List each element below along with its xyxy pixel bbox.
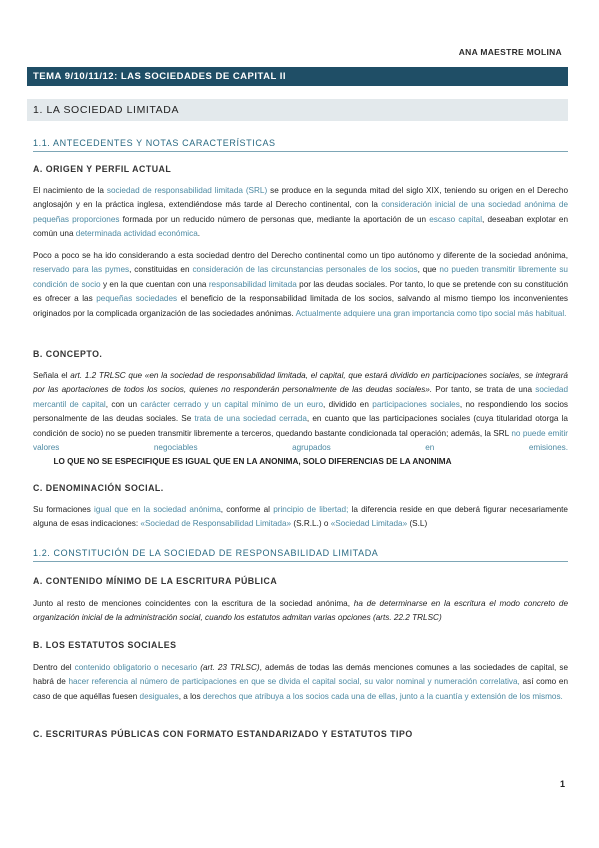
heading-estatutos: B. LOS ESTATUTOS SOCIALES bbox=[33, 640, 177, 650]
heading-concepto: B. CONCEPTO. bbox=[33, 349, 103, 359]
tema-title: TEMA 9/10/11/12: LAS SOCIEDADES DE CAPITAL II bbox=[27, 67, 568, 86]
heading-origen: A. ORIGEN Y PERFIL ACTUAL bbox=[33, 164, 172, 174]
heading-denominacion: C. DENOMINACIÓN SOCIAL. bbox=[33, 483, 164, 493]
paragraph-concepto: Señala el art. 1.2 TRLSC que «en la sociedad de responsabilidad limitada, el capital, que estará dividido en participaciones sociales, se integrará por las aportaciones de todos los socios, quienes no responderán personalmente de las deudas sociales». Por tanto, se trata de una sociedad mercantil de capital, con un carácter cerrado y un capital mínimo de un euro, dividido en participaciones sociales, no respondiendo los socios personalmente de las deudas sociales. Se trata de una sociedad cerrada, en cuanto que las participaciones sociales (cuya titularidad otorga la condición de socio) no se pueden transmitir libremente a terceros, quedando bastante condicionada tal operación; además, la SRL no puede emitir valores negociables agrupados en emisiones. LO QUE NO SE ESPECIFIQUE ES IGUAL QUE EN LA ANONIMA, SOLO DIFERENCIAS DE LA ANONIMA bbox=[33, 371, 568, 467]
subsection-heading-1-1: 1.1. ANTECEDENTES Y NOTAS CARACTERÍSTICAS bbox=[33, 138, 568, 152]
paragraph-denominacion: Su formaciones igual que en la sociedad anónima, conforme al principio de libertad; la diferencia reside en que deberá figurar necesariamente alguna de esas indicaciones: «Sociedad de Responsabilidad Limitada» (S.R.L.) o «Sociedad Limitada» (S.L) bbox=[33, 505, 568, 529]
author-name: ANA MAESTRE MOLINA bbox=[458, 47, 562, 57]
section-title: 1. LA SOCIEDAD LIMITADA bbox=[27, 99, 568, 121]
heading-escrituras-estandarizadas: C. ESCRITURAS PÚBLICAS CON FORMATO ESTANDARIZADO Y ESTATUTOS TIPO bbox=[33, 729, 413, 739]
subsection-heading-1-2: 1.2. CONSTITUCIÓN DE LA SOCIEDAD DE RESPONSABILIDAD LIMITADA bbox=[33, 548, 568, 562]
paragraph-origen-2: Poco a poco se ha ido considerando a esta sociedad dentro del Derecho continental como un tipo autónomo y diferente de la sociedad anónima, reservado para las pymes, constituidas en consideración de las circunstancias personales de los socios, que no pueden transmitir libremente su condición de socio y en la que cuentan con una responsabilidad limitada por las deudas sociales. Por tanto, lo que se pretende con su constitución es ofrecer a las pequeñas sociedades el beneficio de la responsabilidad limitada de los socios, salvando al mismo tiempo los inconvenientes originados por la complicada organización de las sociedades anónimas. Actualmente adquiere una gran importancia como tipo social más habitual. bbox=[33, 251, 569, 318]
heading-escritura: A. CONTENIDO MÍNIMO DE LA ESCRITURA PÚBLICA bbox=[33, 576, 278, 586]
paragraph-origen-1: El nacimiento de la sociedad de responsabilidad limitada (SRL) se produce en la segunda mitad del siglo XIX, teniendo su origen en el Derecho anglosajón y en la práctica inglesa, extendiéndose más tarde al Derecho continental, con la consideración inicial de una sociedad anónima de pequeñas proporciones formada por un reducido número de personas que, mediante la aportación de un escaso capital, deseaban explotar en común una determinada actividad económica. bbox=[33, 186, 569, 239]
paragraph-estatutos: Dentro del contenido obligatorio o necesario (art. 23 TRLSC), además de todas las demás menciones comunes a las sociedades de capital, se habrá de hacer referencia al número de participaciones en que se divida el capital social, su valor nominal y numeración correlativa, así como en caso de que aquéllas fuesen desiguales, a los derechos que atribuya a los socios cada una de ellas, junto a la cuantía y extensión de los mismos. bbox=[33, 663, 569, 701]
paragraph-escritura: Junto al resto de menciones coincidentes con la escritura de la sociedad anónima, ha de determinarse en la escritura el modo concreto de organización inicial de la administración social, cuando los estatutos admitan varias opciones (arts. 22.2 TRLSC) bbox=[33, 599, 568, 623]
page-number: 1 bbox=[559, 779, 565, 789]
